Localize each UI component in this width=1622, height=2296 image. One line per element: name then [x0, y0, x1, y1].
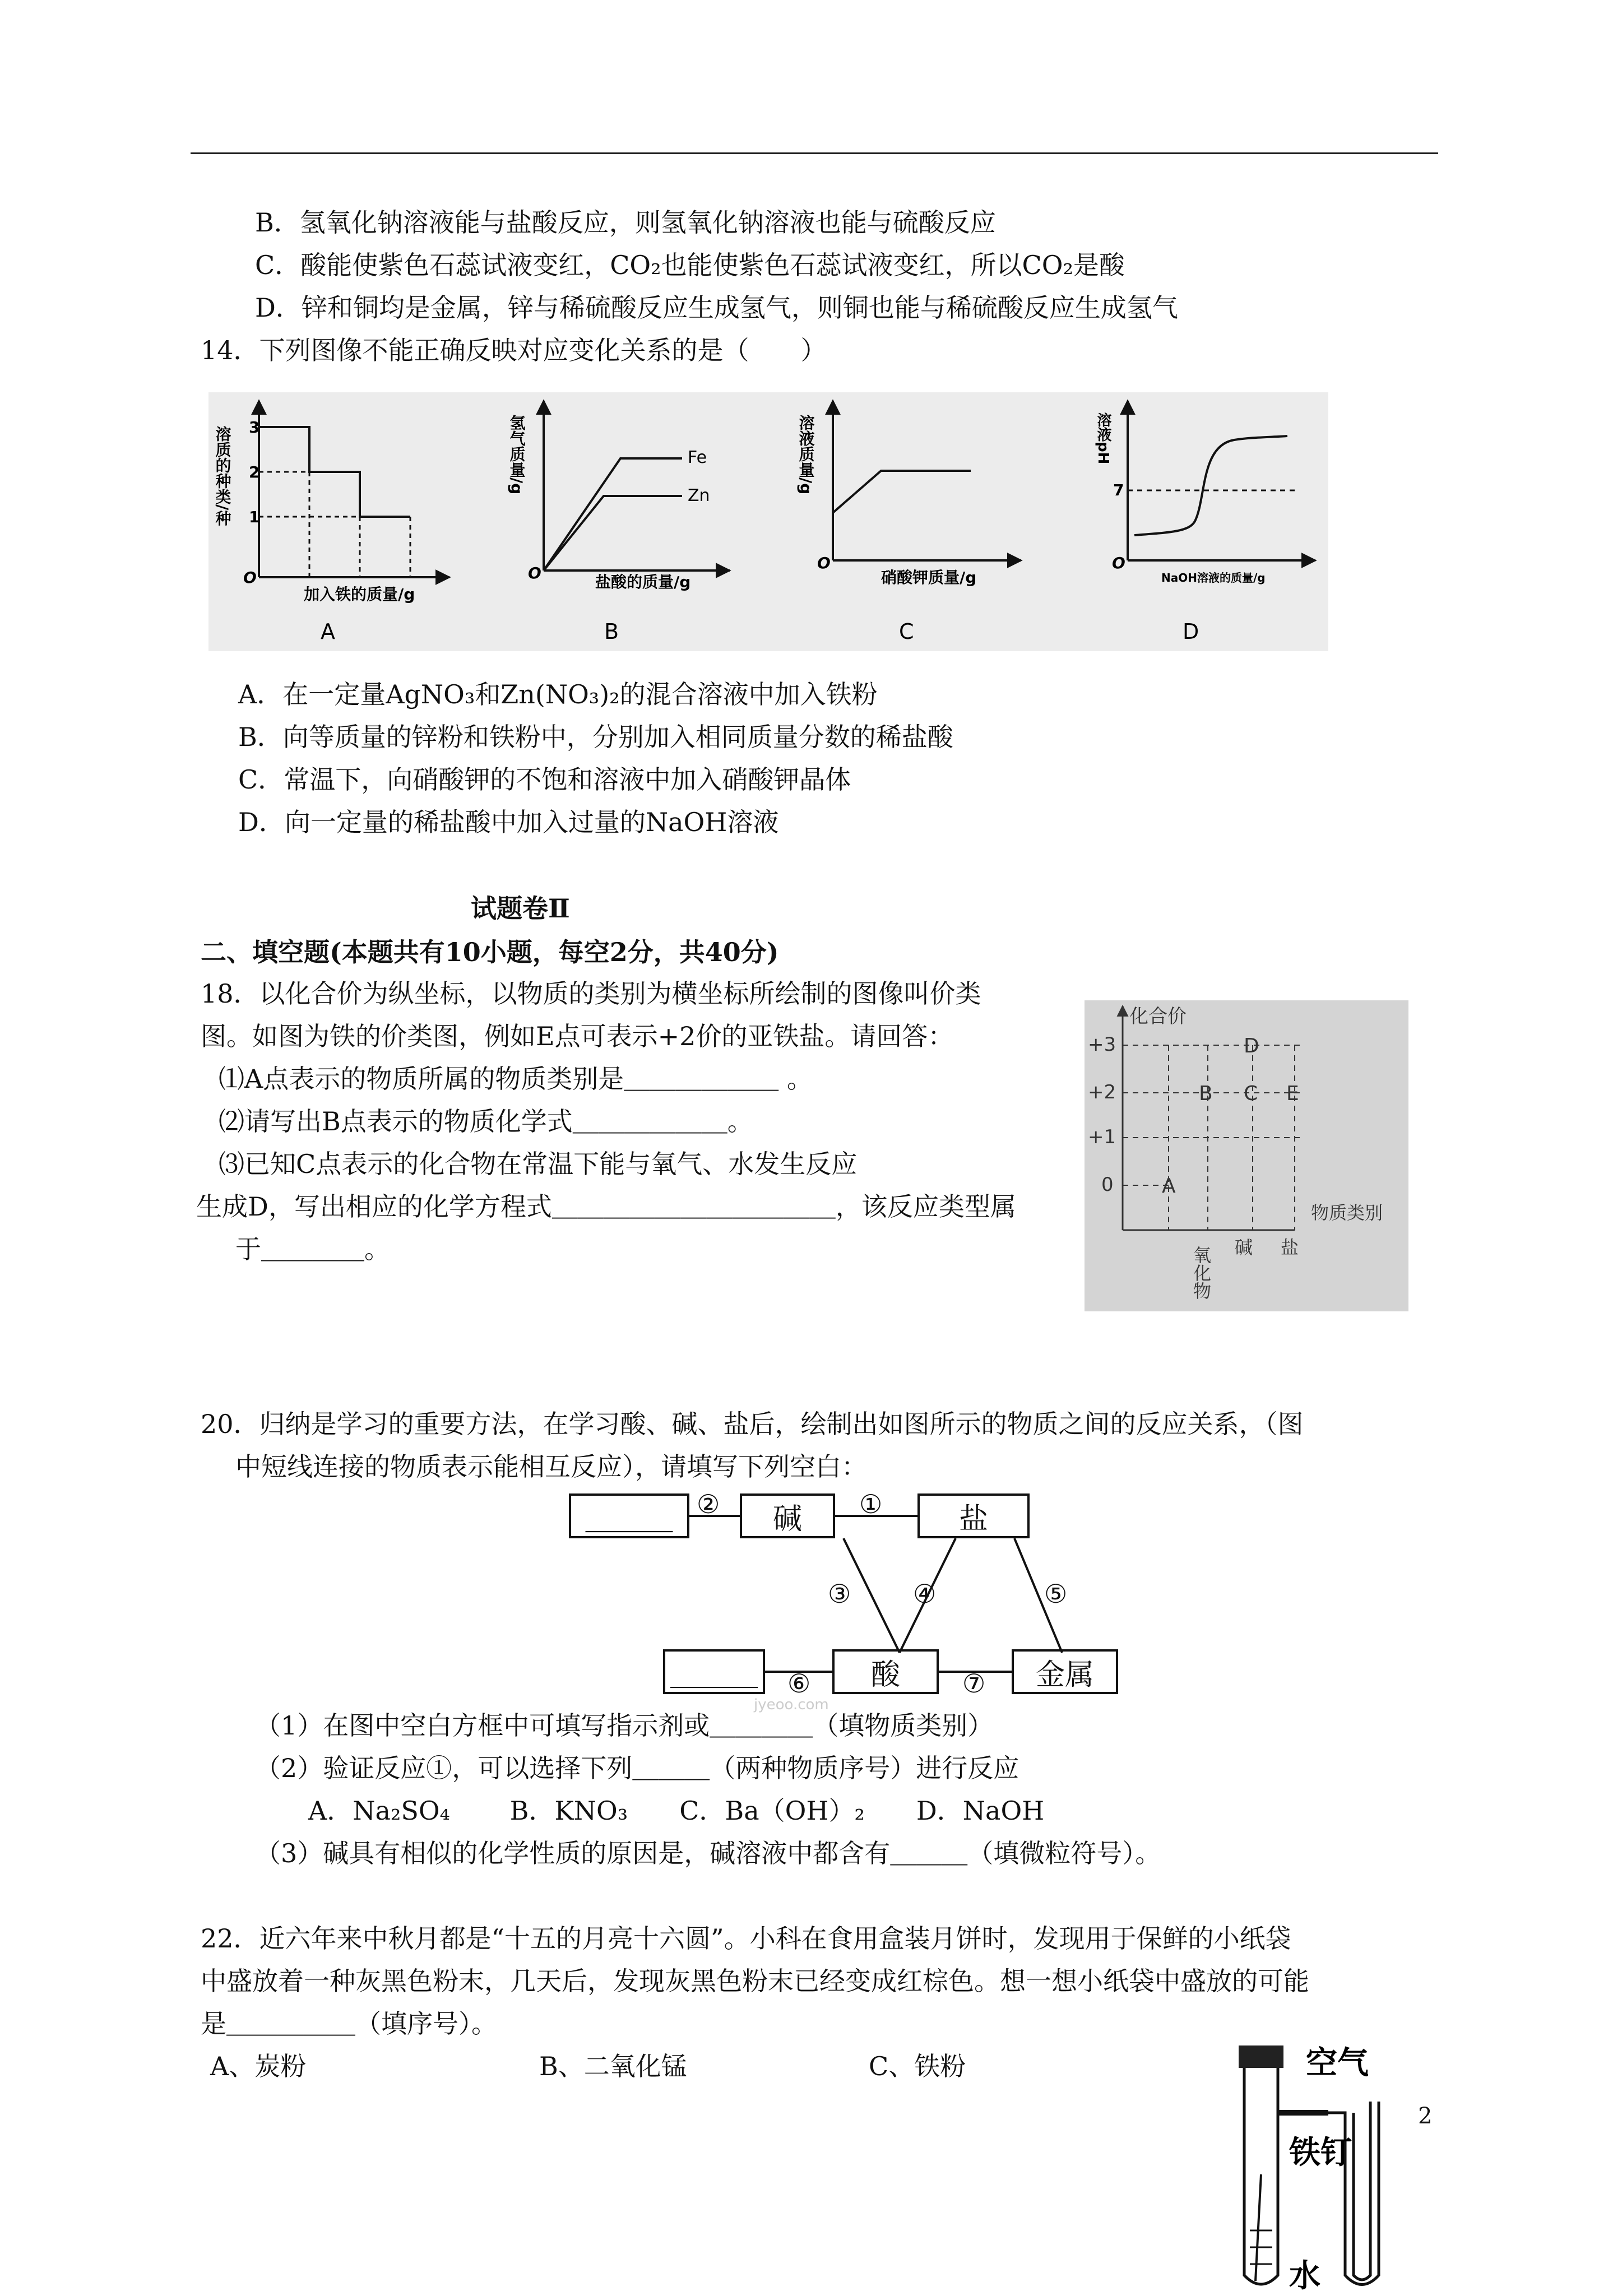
- q20-diagram: [569, 1489, 1118, 1713]
- graph-c-origin: O: [817, 554, 831, 572]
- label-nail-1: 铁钉: [1289, 2135, 1352, 2171]
- part2-title: 试题卷Ⅱ: [471, 893, 570, 924]
- reaction-6-label: ⑥: [787, 1668, 811, 1699]
- base-box: [740, 1493, 835, 1538]
- salt-box: [917, 1493, 1030, 1538]
- q18-sub-2: ⑵请写出B点表示的物质化学式＿＿＿＿＿＿。: [219, 1106, 753, 1137]
- base-box-label: 碱: [772, 1502, 802, 1536]
- blank-box-top: [569, 1493, 689, 1538]
- graph-c: [797, 401, 1022, 644]
- q20-sub-3: （3）碱具有相似的化学性质的原因是，碱溶液中都含有＿＿＿（填微粒符号）。: [255, 1838, 1161, 1868]
- valence-point-d: D: [1244, 1035, 1259, 1057]
- label-air: 空气: [1306, 2045, 1369, 2081]
- q14-option-b: B．向等质量的锌粉和铁粉中，分别加入相同质量分数的稀盐酸: [238, 722, 953, 752]
- graph-d-ylabel: 溶液pH: [1095, 412, 1111, 465]
- reaction-4-label: ④: [913, 1579, 937, 1609]
- graph-d-tick-7: 7: [1113, 481, 1124, 499]
- blank-box-bottom: [663, 1649, 765, 1694]
- graph-b-ylabel: 氢气质量/g: [507, 415, 526, 495]
- graph-a-letter: A: [321, 619, 335, 644]
- q18-sub-3-end: 于＿＿＿＿。: [235, 1234, 390, 1264]
- valence-ytick-p1: +1: [1088, 1126, 1116, 1148]
- q14-option-c: C．常温下，向硝酸钾的不饱和溶液中加入硝酸钾晶体: [238, 764, 851, 795]
- graph-c-letter: C: [899, 619, 914, 644]
- q22-choice-a: A、炭粉: [210, 2051, 307, 2081]
- graph-a-ylabel-text: 溶质的种类/种: [213, 426, 232, 526]
- q18-sub-3: ⑶已知C点表示的化合物在常温下能与氧气、水发生反应: [219, 1149, 858, 1179]
- valence-xtick-salt: 盐: [1281, 1237, 1299, 1258]
- q14-graph-panel: [208, 392, 1328, 651]
- graph-d-xlabel: NaOH溶液的质量/g: [1161, 571, 1266, 585]
- valence-point-e: E: [1286, 1082, 1299, 1105]
- q13-option-b: B．氢氧化钠溶液能与盐酸反应，则氢氧化钠溶液也能与硫酸反应: [255, 207, 996, 238]
- graph-d-origin: O: [1112, 554, 1125, 572]
- metal-box-label: 金属: [1035, 1658, 1094, 1692]
- graph-b-letter: B: [604, 619, 619, 644]
- graph-b-xlabel: 盐酸的质量/g: [595, 573, 691, 591]
- q20-line-1: 20．归纳是学习的重要方法，在学习酸、碱、盐后，绘制出如图所示的物质之间的反应关系，（图: [201, 1409, 1304, 1439]
- graph-a-tick-3: 3: [249, 418, 260, 437]
- metal-box: [1012, 1649, 1118, 1694]
- q18-line-2: 图。如图为铁的价类图，例如E点可表示+2价的亚铁盐。请回答：: [201, 1021, 954, 1051]
- rust-experiment-svg: [1222, 2040, 1446, 2294]
- valence-ylabel: 化合价: [1129, 1005, 1187, 1028]
- graph-b-series-zn: Zn: [688, 486, 710, 505]
- salt-box-label: 盐: [958, 1502, 988, 1536]
- q20-sub-2-options: A．Na₂SO₄ B．KNO₃ C．Ba（OH）₂ D．NaOH: [308, 1796, 1045, 1826]
- q18-sub-1: ⑴A点表示的物质所属的物质类别是＿＿＿＿＿＿ 。: [219, 1064, 813, 1094]
- graph-b: [508, 401, 730, 644]
- reaction-1-label: ①: [859, 1489, 883, 1519]
- valence-xtick-oxide: 氧化物: [1190, 1246, 1212, 1300]
- blank-box-bottom-text: ＿＿＿: [670, 1658, 758, 1692]
- q20-line-2: 中短线连接的物质表示能相互反应），请填写下列空白：: [235, 1451, 867, 1482]
- q22-line-1: 22．近六年来中秋月都是“十五的月亮十六圆”。小科在食用盒装月饼时，发现用于保鲜的小纸袋: [201, 1923, 1291, 1954]
- acid-box: [832, 1649, 939, 1694]
- valence-xtick-base: 碱: [1235, 1237, 1253, 1258]
- q13-option-c: C．酸能使紫色石蕊试液变红，CO₂也能使紫色石蕊试液变红，所以CO₂是酸: [255, 250, 1125, 280]
- q22-choice-b: B、二氧化锰: [539, 2051, 687, 2081]
- graph-a-ylabel: [214, 426, 232, 526]
- q14-option-d: D．向一定量的稀盐酸中加入过量的NaOH溶液: [238, 807, 779, 837]
- graph-a-tick-2: 2: [249, 463, 260, 481]
- graph-b-series-fe: Fe: [688, 448, 707, 467]
- acid-box-label: 酸: [870, 1658, 900, 1692]
- valence-ytick-p2: +2: [1088, 1081, 1116, 1103]
- rust-experiment-figure: [1222, 2040, 1446, 2294]
- reaction-3-label: ③: [828, 1579, 851, 1609]
- valence-ytick-p3: +3: [1088, 1033, 1116, 1056]
- q22-choice-c: C、铁粉: [869, 2051, 966, 2081]
- valence-point-b: B: [1199, 1082, 1213, 1105]
- valence-ytick-0: 0: [1101, 1173, 1114, 1196]
- q18-sub-3-cont: 生成D，写出相应的化学方程式＿＿＿＿＿＿＿＿＿＿＿，该反应类型属: [196, 1191, 1016, 1222]
- graph-a-origin: O: [243, 568, 257, 587]
- valence-point-a: A: [1162, 1175, 1176, 1198]
- q14-stem: 14．下列图像不能正确反映对应变化关系的是（ ）: [201, 335, 827, 365]
- graph-a-tick-1: 1: [249, 508, 260, 526]
- graph-b-origin: O: [528, 564, 541, 582]
- graph-d: [1095, 401, 1315, 644]
- valence-xlabel: 物质类别: [1311, 1202, 1383, 1223]
- reaction-2-label: ②: [697, 1489, 720, 1519]
- diagram-watermark: jyeoo.com: [754, 1696, 829, 1713]
- q20-sub-2: （2）验证反应①，可以选择下列＿＿＿（两种物质序号）进行反应: [255, 1753, 1019, 1783]
- label-water: 水: [1289, 2258, 1320, 2294]
- q20-sub-1: （1）在图中空白方框中可填写指示剂或＿＿＿＿（填物质类别）: [255, 1710, 994, 1741]
- valence-point-c: C: [1244, 1082, 1258, 1105]
- graph-c-ylabel: 溶液质量/g: [796, 415, 815, 495]
- graph-c-xlabel: 硝酸钾质量/g: [881, 568, 977, 587]
- q13-option-d: D．锌和铜均是金属，锌与稀硫酸反应生成氢气，则铜也能与稀硫酸反应生成氢气: [255, 293, 1178, 323]
- part2-heading: 二、填空题(本题共有10小题，每空2分，共40分): [201, 937, 779, 967]
- header-rule: [191, 152, 1438, 154]
- q14-graphs-svg: [208, 392, 1328, 651]
- q18-valence-svg: [1085, 1000, 1408, 1311]
- blank-box-top-text: ＿＿＿: [585, 1502, 673, 1536]
- graph-d-letter: D: [1183, 619, 1199, 644]
- graph-a-xlabel: 加入铁的质量/g: [304, 585, 415, 604]
- q18-line-1: 18．以化合价为纵坐标，以物质的类别为横坐标所绘制的图像叫价类: [201, 978, 981, 1009]
- reaction-7-label: ⑦: [962, 1668, 986, 1699]
- graph-a: [243, 401, 449, 644]
- page-number: 2: [1418, 2103, 1433, 2129]
- q22-line-2: 中盛放着一种灰黑色粉末，几天后，发现灰黑色粉末已经变成红棕色。想一想小纸袋中盛放的可能: [201, 1966, 1309, 1996]
- reaction-5-label: ⑤: [1044, 1579, 1068, 1609]
- q14-option-a: A．在一定量AgNO₃和Zn(NO₃)₂的混合溶液中加入铁粉: [238, 679, 878, 709]
- q18-valence-chart: [1085, 1000, 1408, 1311]
- q22-line-3: 是＿＿＿＿＿（填序号）。: [201, 2009, 497, 2039]
